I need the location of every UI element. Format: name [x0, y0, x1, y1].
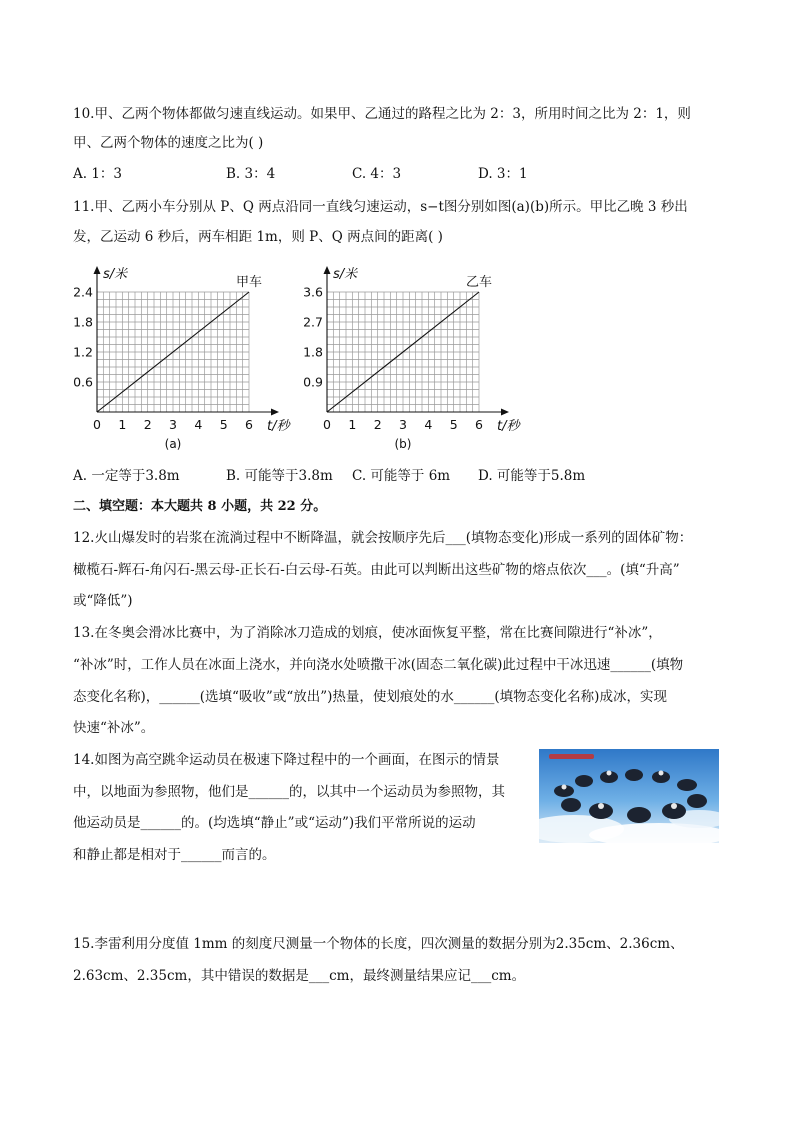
q10-option-c: C. 4：3 [352, 166, 402, 182]
x-tick-label: 1 [348, 417, 357, 432]
x-tick-label: 2 [143, 417, 152, 432]
y-tick-label: 2.4 [73, 284, 93, 300]
q12-line2: 橄榄石-辉石-角闪石-黑云母-正长石-白云母-石英。由此可以判断出这些矿物的熔点依次___。(填“升高” [73, 562, 680, 578]
x-tick-label: 4 [194, 417, 203, 432]
x-tick-label: 0 [323, 417, 331, 432]
x-tick-label: 1 [118, 417, 127, 432]
q11-option-c: C. 可能等于 6m [352, 468, 451, 484]
q10-option-d: D. 3：1 [478, 166, 528, 182]
skydivers-photo [539, 749, 719, 843]
y-tick-label: 3.6 [303, 284, 323, 300]
y-tick-label: 0.9 [303, 374, 323, 390]
x-tick-label: 5 [449, 417, 458, 432]
skydivers-illustration [539, 749, 719, 843]
x-tick-label: 3 [169, 417, 177, 432]
x-axis-arrow [501, 409, 509, 416]
q15-line1: 15.李雷利用分度值 1mm 的刻度尺测量一个物体的长度，四次测量的数据分别为2.35cm、2.36cm、 [73, 936, 684, 952]
x-tick-label: 5 [219, 417, 228, 432]
q11-line1: 11.甲、乙两小车分别从 P、Q 两点沿同一直线匀速运动，s−t图分别如图(a)(b)所示。甲比乙晚 3 秒出 [73, 199, 688, 215]
q12-line3: 或“降低”) [73, 593, 133, 609]
q10-line2: 甲、乙两个物体的速度之比为( ) [73, 135, 264, 151]
x-axis-label: t/秒 [267, 419, 290, 434]
q14-line2: 中，以地面为参照物，他们是______的，以其中一个运动员为参照物，其 [73, 784, 505, 800]
y-axis-arrow [324, 266, 331, 274]
x-tick-label: 0 [93, 417, 101, 432]
q11-option-a: A. 一定等于3.8m [73, 468, 180, 484]
x-tick-label: 3 [399, 417, 407, 432]
q11-option-d: D. 可能等于5.8m [478, 468, 586, 484]
chart-caption: (b) [394, 437, 412, 451]
y-tick-label: 2.7 [303, 314, 323, 330]
chart-a [60, 255, 310, 460]
x-axis-arrow [271, 409, 279, 416]
q13-line4: 快速“补冰”。 [73, 720, 155, 736]
q10-line1: 10.甲、乙两个物体都做匀速直线运动。如果甲、乙通过的路程之比为 2：3，所用时间之比为 2：1，则 [73, 106, 691, 122]
y-tick-label: 1.8 [303, 344, 323, 360]
x-axis-label: t/秒 [497, 419, 520, 434]
y-axis-arrow [94, 266, 101, 274]
q13-line1: 13.在冬奥会滑冰比赛中，为了消除冰刀造成的划痕，使冰面恢复平整，常在比赛间隙进行“补冰”， [73, 625, 662, 641]
x-tick-label: 4 [424, 417, 433, 432]
q12-line1: 12.火山爆发时的岩浆在流淌过程中不断降温，就会按顺序先后___(填物态变化)形成一系列的固体矿物： [73, 530, 693, 546]
q13-line3: 态变化名称)，______(选填“吸收”或“放出”)热量，使划痕处的水______(填物态变化名称)成冰，实现 [73, 689, 667, 705]
series-label: 甲车 [235, 275, 263, 290]
series-label: 乙车 [465, 275, 493, 290]
section-heading: 二、填空题：本大题共 8 小题，共 22 分。 [73, 499, 327, 514]
x-tick-label: 6 [245, 417, 253, 432]
y-tick-label: 0.6 [73, 374, 93, 390]
q14-line4: 和静止都是相对于______而言的。 [73, 847, 276, 863]
q14-line3: 他运动员是______的。(均选填“静止”或“运动”)我们平常所说的运动 [73, 815, 476, 831]
q14-line1: 14.如图为高空跳伞运动员在极速下降过程中的一个画面，在图示的情景 [73, 752, 500, 768]
y-tick-label: 1.8 [73, 314, 93, 330]
x-tick-label: 2 [373, 417, 382, 432]
q11-line2: 发，乙运动 6 秒后，两车相距 1m，则 P、Q 两点间的距离( ) [73, 229, 443, 245]
y-tick-label: 1.2 [73, 344, 93, 360]
y-axis-label: s/米 [333, 267, 358, 282]
y-axis-label: s/米 [103, 267, 128, 282]
chart-b [290, 255, 540, 460]
q11-option-b: B. 可能等于3.8m [226, 468, 333, 484]
chart-caption: (a) [164, 437, 182, 451]
q15-line2: 2.63cm、2.35cm，其中错误的数据是___cm，最终测量结果应记___cm。 [73, 968, 526, 984]
q13-line2: “补冰”时，工作人员在冰面上浇水，并向浇水处喷撒干冰(固态二氧化碳)此过程中干冰迅速______(填物 [73, 657, 684, 673]
q10-option-b: B. 3：4 [226, 166, 276, 182]
q10-option-a: A. 1：3 [73, 166, 123, 182]
x-tick-label: 6 [475, 417, 483, 432]
